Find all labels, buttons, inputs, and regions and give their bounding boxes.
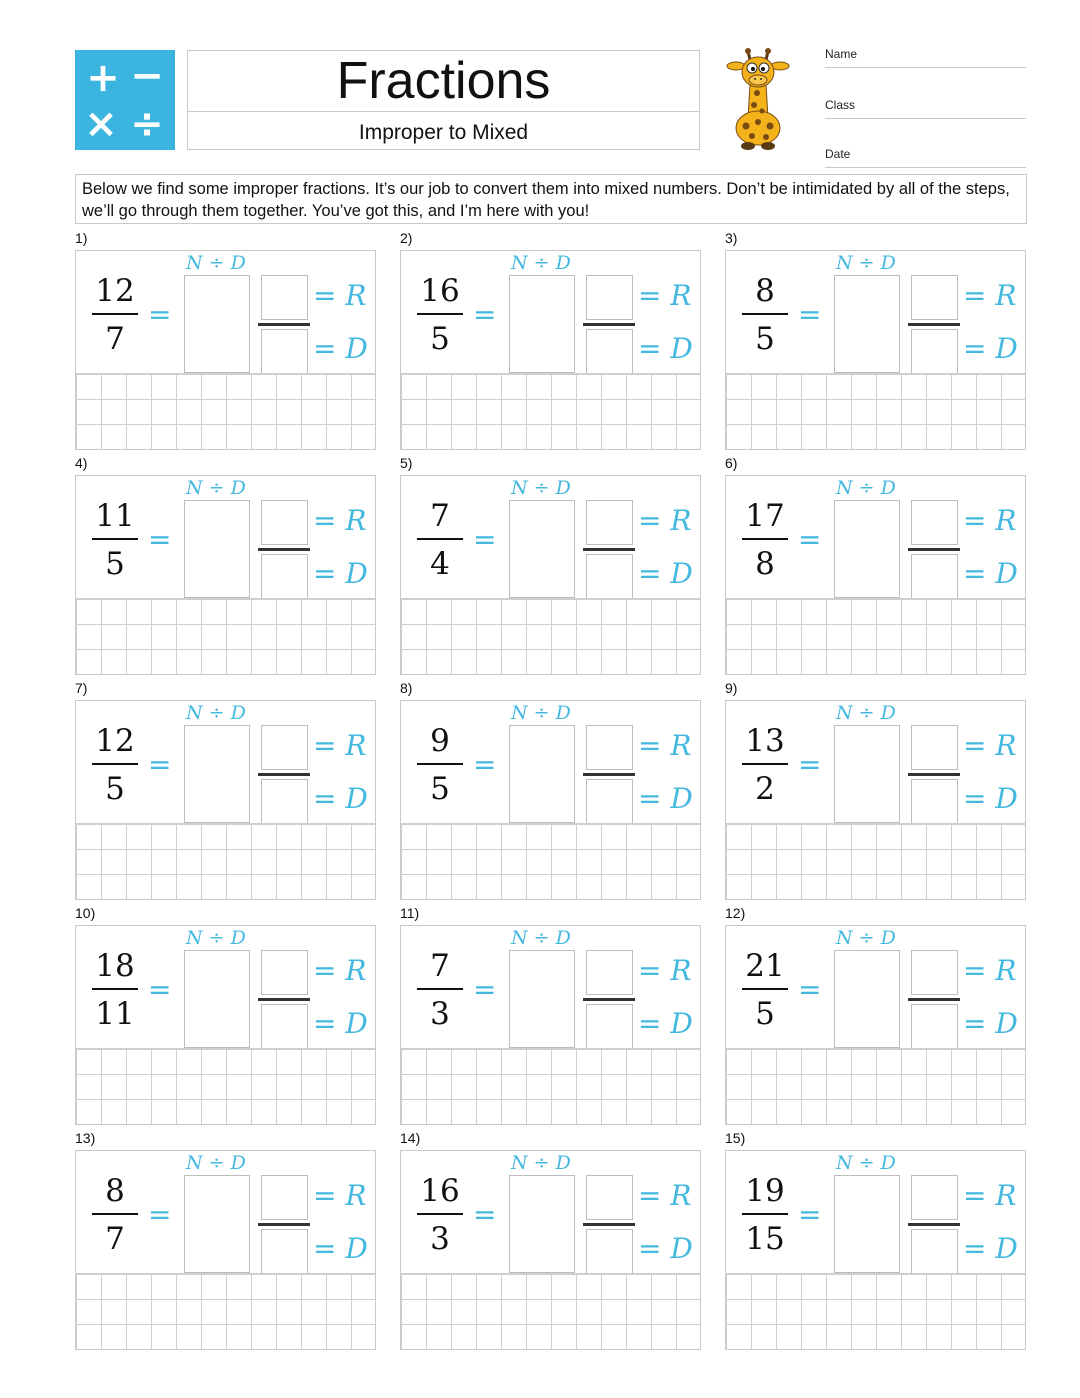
division-label: N ÷ D <box>836 252 896 274</box>
remainder-box[interactable] <box>261 725 308 770</box>
equals-sign: = <box>473 1198 497 1231</box>
mixed-fraction-bar <box>908 1223 960 1226</box>
denominator-box[interactable] <box>911 779 958 824</box>
problem-number: 11) <box>400 905 420 921</box>
remainder-label: = R <box>963 504 1017 537</box>
fraction-bar <box>417 1213 463 1215</box>
fraction-bar <box>92 313 138 315</box>
plus-icon: + <box>86 55 120 101</box>
fraction-denominator: 5 <box>430 771 450 807</box>
division-label: N ÷ D <box>511 477 571 499</box>
mixed-fraction-bar <box>258 548 310 551</box>
work-grid[interactable] <box>401 823 700 899</box>
fraction-denominator: 2 <box>755 771 775 807</box>
remainder-box[interactable] <box>586 725 633 770</box>
denominator-box[interactable] <box>911 329 958 374</box>
denominator-box[interactable] <box>261 554 308 599</box>
fraction-numerator: 13 <box>745 723 785 759</box>
fraction-denominator: 7 <box>105 1221 125 1257</box>
improper-fraction <box>742 723 788 807</box>
mixed-fraction-bar <box>908 773 960 776</box>
problem-card <box>725 925 1026 1125</box>
division-label: N ÷ D <box>511 927 571 949</box>
fraction-denominator: 5 <box>755 321 775 357</box>
problem-8 <box>400 680 701 900</box>
problem-card <box>75 700 376 900</box>
fraction-bar <box>92 763 138 765</box>
work-grid[interactable] <box>726 823 1025 899</box>
problem-card <box>75 475 376 675</box>
fraction-bar <box>417 313 463 315</box>
problem-number: 3) <box>725 230 738 246</box>
problem-card <box>400 1150 701 1350</box>
work-grid[interactable] <box>401 598 700 674</box>
class-field[interactable] <box>825 98 1026 119</box>
fraction-numerator: 8 <box>105 1173 125 1209</box>
denominator-label: = D <box>313 782 368 815</box>
division-label: N ÷ D <box>511 1152 571 1174</box>
improper-fraction <box>417 948 463 1032</box>
problem-4 <box>75 455 376 675</box>
denominator-box[interactable] <box>586 779 633 824</box>
quotient-box[interactable] <box>509 950 575 1048</box>
work-grid[interactable] <box>76 373 375 449</box>
remainder-box[interactable] <box>586 950 633 995</box>
mixed-fraction-bar <box>258 1223 310 1226</box>
quotient-box[interactable] <box>509 500 575 598</box>
denominator-label: = D <box>638 782 693 815</box>
problem-number: 15) <box>725 1130 746 1146</box>
problem-number: 4) <box>75 455 88 471</box>
division-label: N ÷ D <box>511 252 571 274</box>
denominator-box[interactable] <box>911 554 958 599</box>
denominator-box[interactable] <box>586 329 633 374</box>
remainder-box[interactable] <box>911 1175 958 1220</box>
problem-card <box>75 1150 376 1350</box>
improper-fraction <box>92 723 138 807</box>
mixed-fraction-bar <box>583 323 635 326</box>
mixed-fraction-bar <box>258 998 310 1001</box>
date-field[interactable] <box>825 147 1026 168</box>
problem-number: 12) <box>725 905 746 921</box>
improper-fraction <box>417 1173 463 1257</box>
improper-fraction <box>92 273 138 357</box>
problem-card <box>725 475 1026 675</box>
work-grid[interactable] <box>401 373 700 449</box>
title-box <box>187 50 700 150</box>
quotient-box[interactable] <box>834 500 900 598</box>
equals-sign: = <box>473 298 497 331</box>
division-label: N ÷ D <box>186 252 246 274</box>
problem-14 <box>400 1130 701 1350</box>
problem-card <box>725 250 1026 450</box>
fraction-denominator: 4 <box>430 546 450 582</box>
division-label: N ÷ D <box>186 927 246 949</box>
equals-sign: = <box>473 973 497 1006</box>
denominator-box[interactable] <box>261 1004 308 1049</box>
mixed-fraction-bar <box>908 323 960 326</box>
fraction-numerator: 9 <box>430 723 450 759</box>
problem-card <box>725 700 1026 900</box>
quotient-box[interactable] <box>184 1175 250 1273</box>
fraction-bar <box>92 1213 138 1215</box>
improper-fraction <box>742 948 788 1032</box>
giraffe-illustration <box>724 48 792 152</box>
remainder-box[interactable] <box>261 275 308 320</box>
remainder-box[interactable] <box>261 500 308 545</box>
quotient-box[interactable] <box>834 725 900 823</box>
remainder-box[interactable] <box>911 950 958 995</box>
remainder-label: = R <box>313 1179 367 1212</box>
fraction-bar <box>417 763 463 765</box>
page-title: Fractions <box>336 52 551 110</box>
minus-icon: − <box>130 53 164 99</box>
denominator-box[interactable] <box>261 779 308 824</box>
problem-number: 7) <box>75 680 88 696</box>
fraction-denominator: 7 <box>105 321 125 357</box>
remainder-label: = R <box>313 279 367 312</box>
denominator-label: = D <box>313 1232 368 1265</box>
quotient-box[interactable] <box>184 275 250 373</box>
work-grid[interactable] <box>726 373 1025 449</box>
class-label: Class <box>825 98 856 112</box>
improper-fraction <box>92 1173 138 1257</box>
fraction-bar <box>742 538 788 540</box>
problem-6 <box>725 455 1026 675</box>
mixed-fraction-bar <box>583 548 635 551</box>
fraction-numerator: 18 <box>95 948 135 984</box>
remainder-label: = R <box>638 504 692 537</box>
problem-card <box>75 925 376 1125</box>
fraction-numerator: 16 <box>420 1173 460 1209</box>
work-grid[interactable] <box>76 1048 375 1124</box>
remainder-box[interactable] <box>586 500 633 545</box>
division-label: N ÷ D <box>511 702 571 724</box>
improper-fraction <box>417 498 463 582</box>
denominator-label: = D <box>963 1232 1018 1265</box>
remainder-label: = R <box>963 279 1017 312</box>
denominator-box[interactable] <box>911 1004 958 1049</box>
mixed-fraction-bar <box>908 998 960 1001</box>
remainder-label: = R <box>963 954 1017 987</box>
equals-sign: = <box>798 748 822 781</box>
problem-number: 9) <box>725 680 738 696</box>
fraction-denominator: 5 <box>755 996 775 1032</box>
quotient-box[interactable] <box>184 950 250 1048</box>
quotient-box[interactable] <box>834 950 900 1048</box>
denominator-label: = D <box>313 332 368 365</box>
work-grid[interactable] <box>726 598 1025 674</box>
work-grid[interactable] <box>76 598 375 674</box>
denominator-box[interactable] <box>911 1229 958 1274</box>
fraction-denominator: 3 <box>430 1221 450 1257</box>
problem-number: 10) <box>75 905 96 921</box>
equals-sign: = <box>148 748 172 781</box>
division-label: N ÷ D <box>836 477 896 499</box>
fraction-denominator: 5 <box>430 321 450 357</box>
name-label: Name <box>825 47 858 61</box>
work-grid[interactable] <box>76 823 375 899</box>
fraction-bar <box>92 538 138 540</box>
mixed-fraction-bar <box>583 998 635 1001</box>
divide-icon: ÷ <box>130 101 164 147</box>
remainder-box[interactable] <box>261 950 308 995</box>
mixed-fraction-bar <box>583 1223 635 1226</box>
work-grid[interactable] <box>76 1273 375 1349</box>
division-label: N ÷ D <box>836 927 896 949</box>
remainder-label: = R <box>313 954 367 987</box>
mixed-fraction-bar <box>908 548 960 551</box>
equals-sign: = <box>473 523 497 556</box>
denominator-box[interactable] <box>261 1229 308 1274</box>
work-grid[interactable] <box>401 1048 700 1124</box>
fraction-numerator: 7 <box>430 498 450 534</box>
times-icon: × <box>84 101 118 147</box>
fraction-denominator: 3 <box>430 996 450 1032</box>
problem-number: 8) <box>400 680 413 696</box>
fraction-bar <box>417 988 463 990</box>
remainder-label: = R <box>638 729 692 762</box>
fraction-numerator: 12 <box>95 723 135 759</box>
problem-card <box>400 700 701 900</box>
division-label: N ÷ D <box>836 1152 896 1174</box>
problem-number: 6) <box>725 455 738 471</box>
fraction-numerator: 17 <box>745 498 785 534</box>
remainder-label: = R <box>313 729 367 762</box>
equals-sign: = <box>798 523 822 556</box>
problem-5 <box>400 455 701 675</box>
fraction-numerator: 11 <box>95 498 135 534</box>
problem-number: 2) <box>400 230 413 246</box>
fraction-denominator: 15 <box>745 1221 785 1257</box>
problem-15 <box>725 1130 1026 1350</box>
improper-fraction <box>742 273 788 357</box>
problem-card <box>75 250 376 450</box>
remainder-label: = R <box>313 504 367 537</box>
equals-sign: = <box>148 298 172 331</box>
work-grid[interactable] <box>726 1273 1025 1349</box>
work-grid[interactable] <box>401 1273 700 1349</box>
denominator-label: = D <box>963 782 1018 815</box>
fraction-numerator: 21 <box>745 948 785 984</box>
fraction-denominator: 5 <box>105 546 125 582</box>
title-divider <box>188 111 699 112</box>
date-label: Date <box>825 147 851 161</box>
problem-2 <box>400 230 701 450</box>
problem-number: 13) <box>75 1130 96 1146</box>
instructions-text: Below we find some improper fractions. It’s our job to convert them into mixed numbers. Don’t be intimidated by all of the steps, we’ll go through them together. You’ve got this, and I’m here with you! <box>75 174 1027 224</box>
remainder-box[interactable] <box>911 500 958 545</box>
problem-12 <box>725 905 1026 1125</box>
problem-3 <box>725 230 1026 450</box>
problem-card <box>400 250 701 450</box>
quotient-box[interactable] <box>509 1175 575 1273</box>
denominator-box[interactable] <box>586 1004 633 1049</box>
equals-sign: = <box>473 748 497 781</box>
remainder-label: = R <box>638 1179 692 1212</box>
problem-1 <box>75 230 376 450</box>
denominator-label: = D <box>638 1232 693 1265</box>
fraction-numerator: 16 <box>420 273 460 309</box>
quotient-box[interactable] <box>834 275 900 373</box>
remainder-label: = R <box>638 279 692 312</box>
mixed-fraction-bar <box>258 323 310 326</box>
division-label: N ÷ D <box>186 477 246 499</box>
problem-13 <box>75 1130 376 1350</box>
improper-fraction <box>742 498 788 582</box>
fraction-bar <box>742 988 788 990</box>
denominator-box[interactable] <box>261 329 308 374</box>
quotient-box[interactable] <box>509 275 575 373</box>
improper-fraction <box>742 1173 788 1257</box>
problem-card <box>400 925 701 1125</box>
denominator-label: = D <box>313 1007 368 1040</box>
equals-sign: = <box>148 523 172 556</box>
fraction-numerator: 19 <box>745 1173 785 1209</box>
equals-sign: = <box>798 298 822 331</box>
denominator-label: = D <box>313 557 368 590</box>
division-label: N ÷ D <box>836 702 896 724</box>
page-subtitle: Improper to Mixed <box>358 121 529 144</box>
remainder-box[interactable] <box>261 1175 308 1220</box>
improper-fraction <box>417 273 463 357</box>
remainder-box[interactable] <box>911 275 958 320</box>
fraction-bar <box>92 988 138 990</box>
fraction-denominator: 8 <box>755 546 775 582</box>
improper-fraction <box>92 498 138 582</box>
improper-fraction <box>417 723 463 807</box>
problem-number: 1) <box>75 230 88 246</box>
fraction-denominator: 11 <box>95 996 135 1032</box>
denominator-label: = D <box>638 1007 693 1040</box>
remainder-label: = R <box>963 729 1017 762</box>
work-grid[interactable] <box>726 1048 1025 1124</box>
quotient-box[interactable] <box>184 725 250 823</box>
fraction-numerator: 7 <box>430 948 450 984</box>
improper-fraction <box>92 948 138 1032</box>
denominator-label: = D <box>638 557 693 590</box>
remainder-box[interactable] <box>911 725 958 770</box>
quotient-box[interactable] <box>184 500 250 598</box>
fraction-bar <box>742 313 788 315</box>
problem-10 <box>75 905 376 1125</box>
name-field[interactable] <box>825 47 1026 68</box>
fraction-bar <box>742 1213 788 1215</box>
division-label: N ÷ D <box>186 1152 246 1174</box>
equals-sign: = <box>148 1198 172 1231</box>
problem-7 <box>75 680 376 900</box>
fraction-numerator: 12 <box>95 273 135 309</box>
mixed-fraction-bar <box>583 773 635 776</box>
equals-sign: = <box>148 973 172 1006</box>
remainder-box[interactable] <box>586 1175 633 1220</box>
remainder-label: = R <box>963 1179 1017 1212</box>
denominator-label: = D <box>963 332 1018 365</box>
denominator-label: = D <box>638 332 693 365</box>
fraction-bar <box>417 538 463 540</box>
denominator-label: = D <box>963 557 1018 590</box>
problem-card <box>725 1150 1026 1350</box>
equals-sign: = <box>798 1198 822 1231</box>
problem-number: 14) <box>400 1130 421 1146</box>
division-label: N ÷ D <box>186 702 246 724</box>
mixed-fraction-bar <box>258 773 310 776</box>
fraction-denominator: 5 <box>105 771 125 807</box>
fraction-numerator: 8 <box>755 273 775 309</box>
quotient-box[interactable] <box>509 725 575 823</box>
problem-card <box>400 475 701 675</box>
operations-logo <box>75 50 175 150</box>
problem-11 <box>400 905 701 1125</box>
denominator-box[interactable] <box>586 554 633 599</box>
denominator-label: = D <box>963 1007 1018 1040</box>
problem-number: 5) <box>400 455 413 471</box>
remainder-box[interactable] <box>586 275 633 320</box>
equals-sign: = <box>798 973 822 1006</box>
fraction-bar <box>742 763 788 765</box>
denominator-box[interactable] <box>586 1229 633 1274</box>
problem-9 <box>725 680 1026 900</box>
quotient-box[interactable] <box>834 1175 900 1273</box>
remainder-label: = R <box>638 954 692 987</box>
